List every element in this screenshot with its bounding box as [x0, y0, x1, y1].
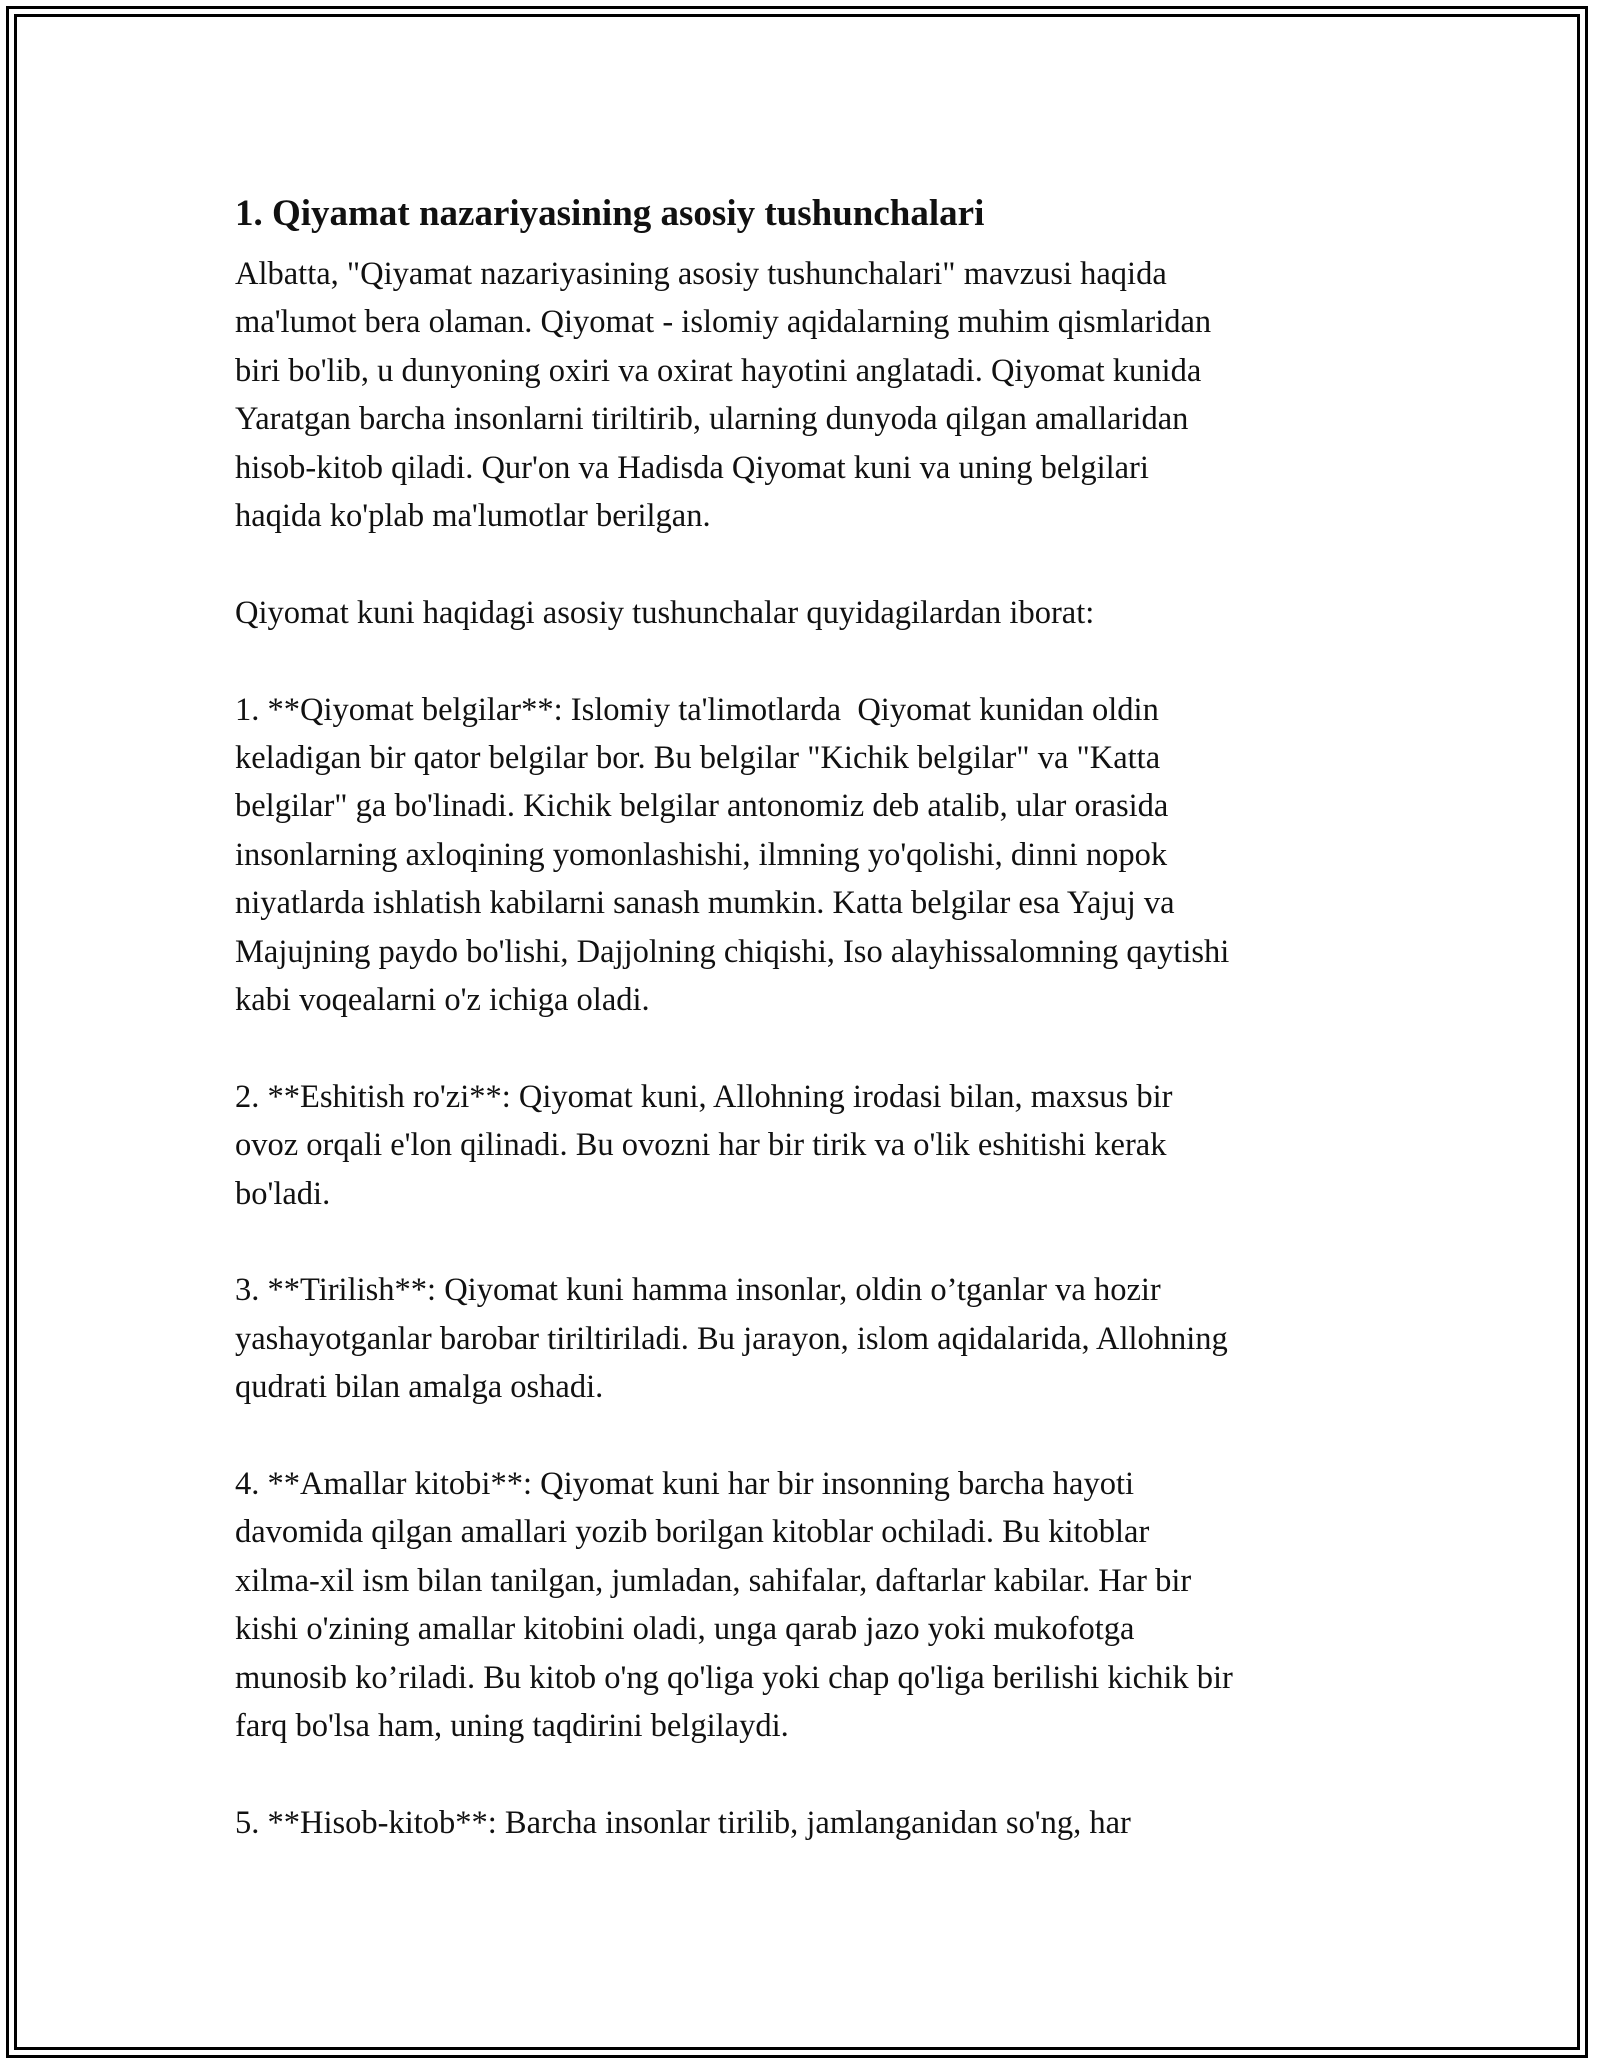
list-item-paragraph [235, 686, 1375, 1025]
text-line: munosib ko’riladi. Bu kitob o'ng qo'liga yoki chap qo'liga berilishi kichik bir [235, 1659, 1233, 1696]
list-item-paragraph [235, 1799, 1375, 1847]
text-line: Albatta, "Qiyamat nazariyasining asosiy tushunchalari" mavzusi haqida [235, 256, 1167, 292]
text-line: 5. **Hisob-kitob**: Barcha insonlar tirilib, jamlanganidan so'ng, har [235, 1804, 1131, 1841]
lead-in-paragraph [235, 589, 1375, 637]
text-line: davomida qilgan amallari yozib borilgan kitoblar ochiladi. Bu kitoblar [235, 1514, 1150, 1551]
text-line: Qiyomat kuni haqidagi asosiy tushunchalar quyidagilardan iborat: [235, 594, 1095, 631]
text-line: insonlarning axloqining yomonlashishi, ilmning yo'qolishi, dinni nopok [235, 836, 1168, 873]
list-item-paragraph [235, 1266, 1375, 1411]
text-line: hisob-kitob qiladi. Qur'on va Hadisda Qiyomat kuni va uning belgilari [235, 449, 1149, 486]
text-line: 1. **Qiyomat belgilar**: Islomiy ta'limotlarda Qiyomat kunidan oldin [235, 691, 1159, 728]
text-line: 2. **Eshitish ro'zi**: Qiyomat kuni, Allohning irodasi bilan, maxsus bir [235, 1078, 1173, 1115]
text-line: ovoz orqali e'lon qilinadi. Bu ovozni har bir tirik va o'lik eshitishi kerak [235, 1127, 1167, 1164]
text-line: qudrati bilan amalga oshadi. [235, 1369, 604, 1406]
text-line: bo'ladi. [235, 1175, 331, 1212]
document-body [235, 188, 1375, 1896]
list-item-paragraph [235, 1073, 1375, 1218]
text-line: 4. **Amallar kitobi**: Qiyomat kuni har bir insonning barcha hayoti [235, 1466, 1135, 1503]
text-line: 3. **Tirilish**: Qiyomat kuni hamma insonlar, oldin o’tganlar va hozir [235, 1272, 1161, 1309]
list-item-paragraph [235, 1460, 1375, 1750]
text-line: belgilar" ga bo'linadi. Kichik belgilar antonomiz deb atalib, ular orasida [235, 788, 1169, 825]
text-line: xilma-xil ism bilan tanilgan, jumladan, sahifalar, daftarlar kabilar. Har bir [235, 1562, 1192, 1599]
text-line: biri bo'lib, u dunyoning oxiri va oxirat hayotini anglatadi. Qiyomat kunida [235, 352, 1202, 389]
text-line: niyatlarda ishlatish kabilarni sanash mumkin. Katta belgilar esa Yajuj va [235, 885, 1175, 922]
text-line: ma'lumot bera olaman. Qiyomat - islomiy aqidalarning muhim qismlaridan [235, 304, 1212, 341]
text-line: keladigan bir qator belgilar bor. Bu belgilar "Kichik belgilar" va "Katta [235, 740, 1161, 777]
intro-paragraph [235, 250, 1375, 540]
text-line: yashayotganlar barobar tiriltiriladi. Bu jarayon, islom aqidalarida, Allohning [235, 1320, 1228, 1357]
text-line: kishi o'zining amallar kitobini oladi, unga qarab jazo yoki mukofotga [235, 1611, 1135, 1648]
paragraph-container [235, 250, 1375, 1847]
text-line: Yaratgan barcha insonlarni tiriltirib, ularning dunyoda qilgan amallaridan [235, 401, 1189, 438]
text-line: kabi voqealarni o'z ichiga oladi. [235, 982, 650, 1019]
section-heading: 1. Qiyamat nazariyasining asosiy tushunchalari [235, 193, 985, 234]
text-line: Majujning paydo bo'lishi, Dajjolning chiqishi, Iso alayhissalomning qaytishi [235, 933, 1230, 970]
text-line: haqida ko'plab ma'lumotlar berilgan. [235, 498, 711, 535]
text-line: farq bo'lsa ham, uning taqdirini belgilaydi. [235, 1708, 789, 1745]
